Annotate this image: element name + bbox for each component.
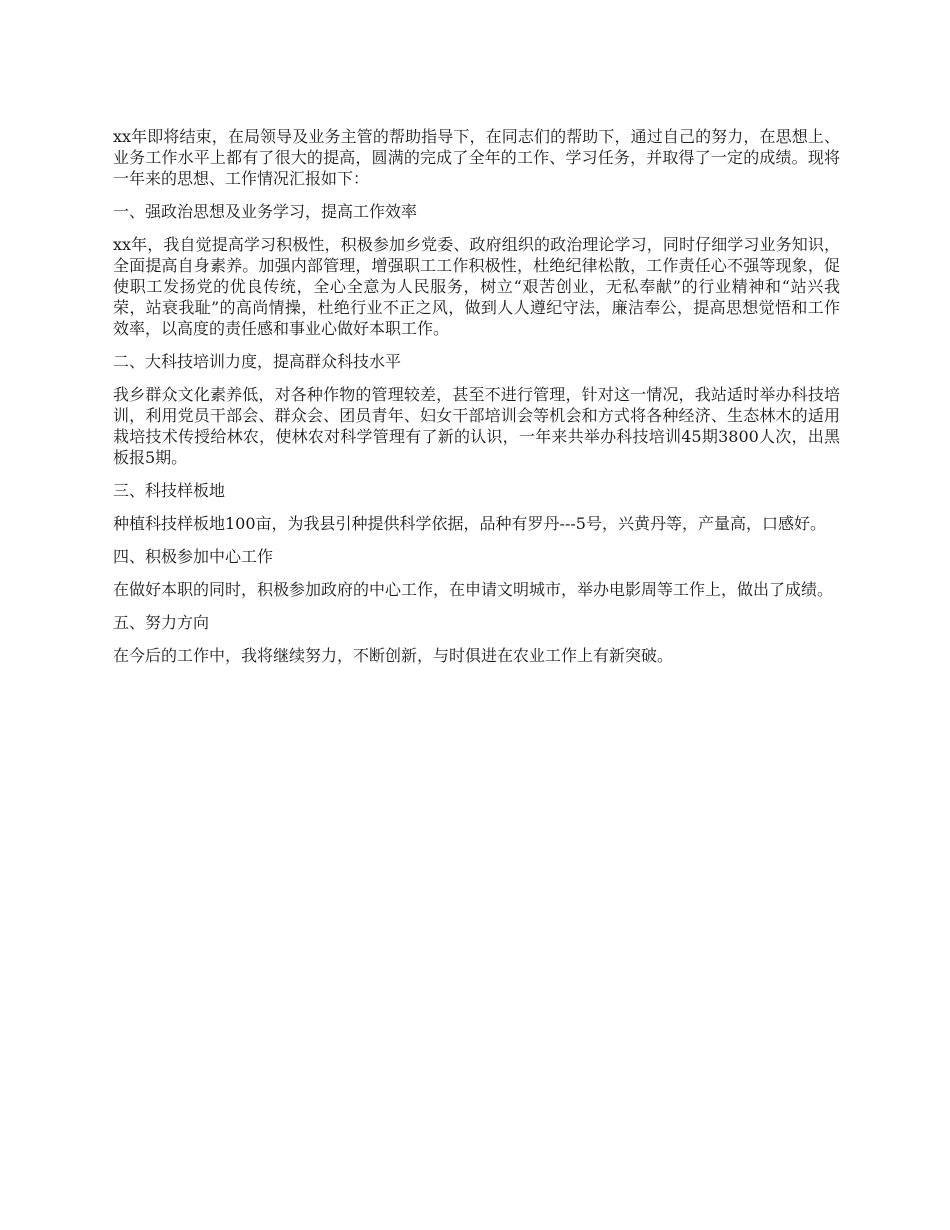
section-heading-5: 五、努力方向 <box>113 613 210 632</box>
section-heading-1: 一、强政治思想及业务学习，提高工作效率 <box>113 202 418 221</box>
document-page <box>113 126 840 678</box>
intro-paragraph: xx年即将结束，在局领导及业务主管的帮助指导下，在同志们的帮助下，通过自己的努力，在思想上、业务工作水平上都有了很大的提高，圆满的完成了全年的工作、学习任务，并取得了一定的成绩。现将一年来的思想、工作情况汇报如下： <box>113 127 840 188</box>
section-heading-2: 二、大科技培训力度，提高群众科技水平 <box>113 352 402 371</box>
section-heading-4: 四、积极参加中心工作 <box>113 547 274 566</box>
section-body-5: 在今后的工作中，我将继续努力，不断创新，与时俱进在农业工作上有新突破。 <box>113 646 674 665</box>
section-body-1: xx年，我自觉提高学习积极性，积极参加乡党委、政府组织的政治理论学习，同时仔细学习业务知识，全面提高自身素养。加强内部管理，增强职工工作积极性，杜绝纪律松散，工作责任心不强等现象，促使职工发扬党的优良传统，全心全意为人民服务，树立“艰苦创业，无私奉献”的行业精神和“站兴我荣，站衰我耻”的高尚情操，杜绝行业不正之风，做到人人遵纪守法，廉洁奉公，提高思想觉悟和工作效率，以高度的责任感和事业心做好本职工作。 <box>113 235 840 338</box>
section-body-4: 在做好本职的同时，积极参加政府的中心工作，在申请文明城市，举办电影周等工作上，做出了成绩。 <box>113 580 834 599</box>
section-body-3: 种植科技样板地100亩，为我县引种提供科学依据，品种有罗丹---5号，兴黄丹等，产量高，口感好。 <box>113 514 826 533</box>
section-heading-3: 三、科技样板地 <box>113 481 226 500</box>
section-body-2: 我乡群众文化素养低，对各种作物的管理较差，甚至不进行管理，针对这一情况，我站适时举办科技培训，利用党员干部会、群众会、团员青年、妇女干部培训会等机会和方式将各种经济、生态林木的适用栽培技术传授给林农，使林农对科学管理有了新的认识，一年来共举办科技培训45期3800人次，出黑板报5期。 <box>113 385 840 467</box>
